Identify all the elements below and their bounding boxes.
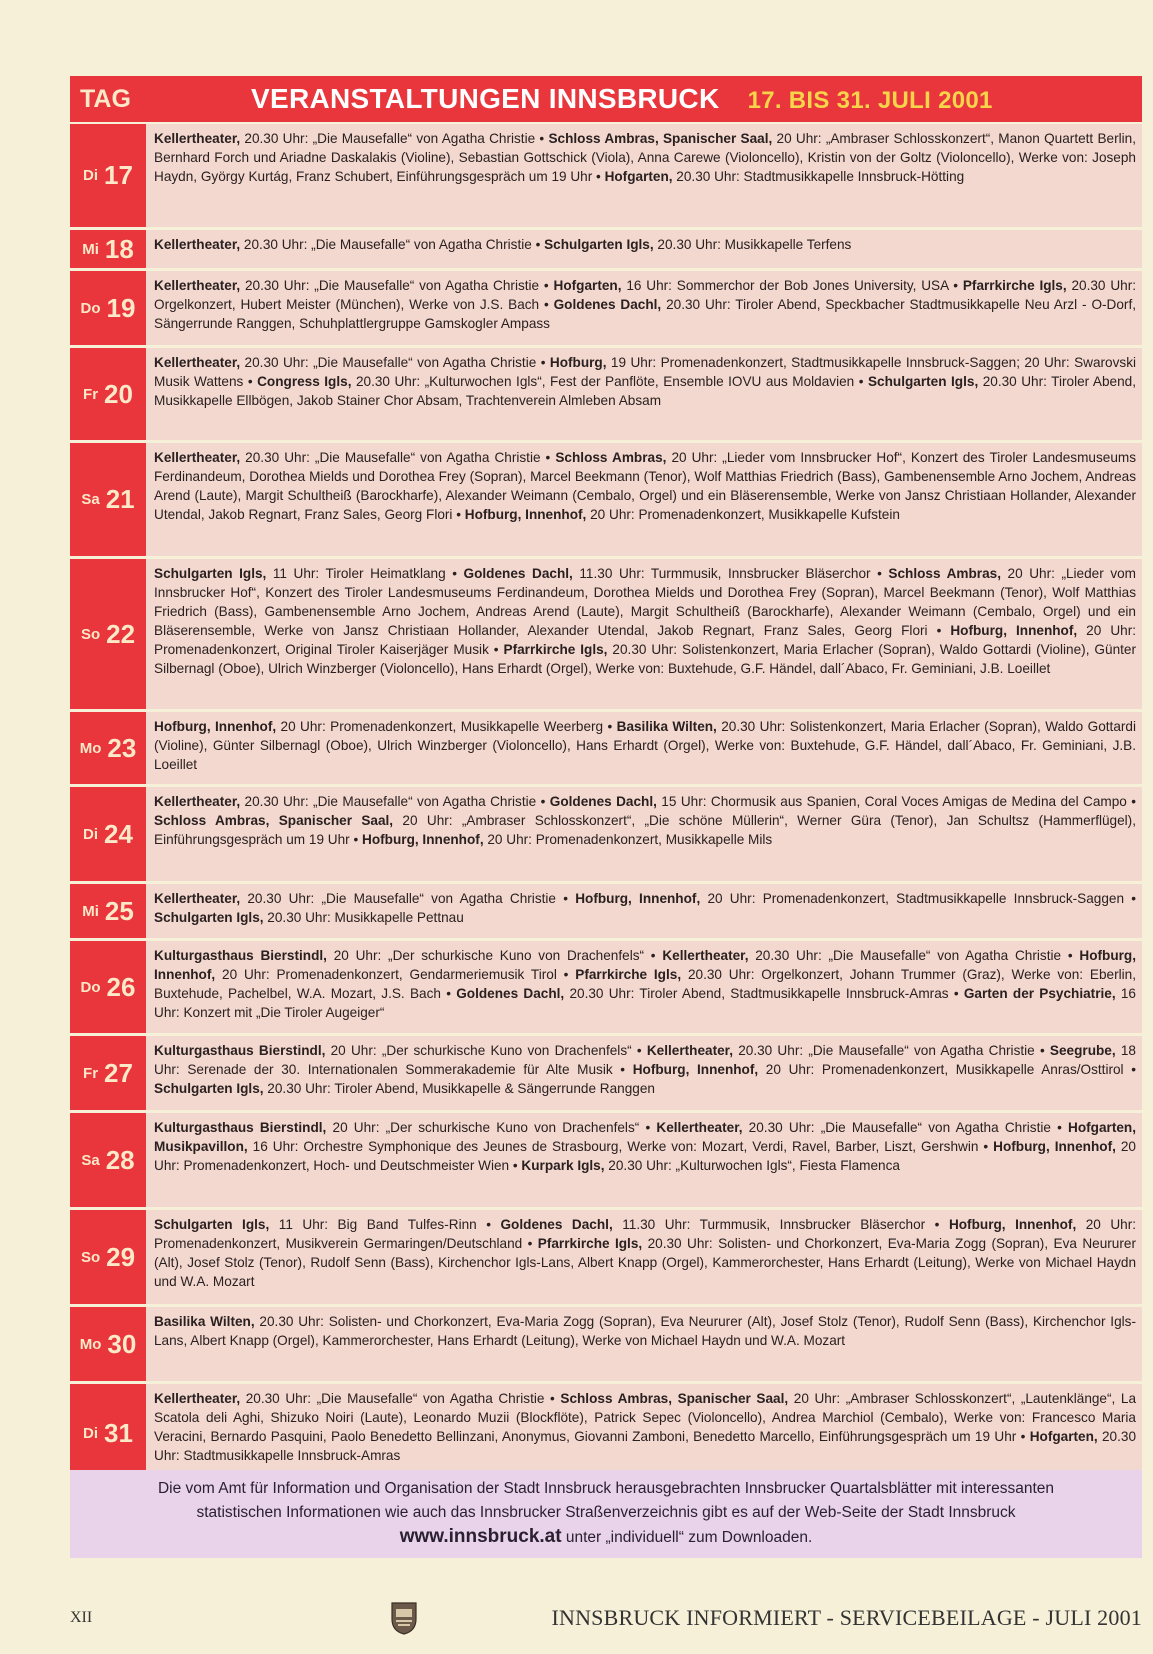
day-number: 22 <box>106 618 136 649</box>
info-line-3 <box>70 1525 1142 1550</box>
title-text: VERANSTALTUNGEN INNSBRUCK <box>251 83 720 114</box>
events-table <box>70 76 1142 1485</box>
city-crest-icon <box>390 1601 418 1635</box>
event-rows <box>70 124 1142 1485</box>
weekday-label: So <box>80 1248 101 1266</box>
day-cell <box>70 230 146 268</box>
weekday-label: Mi <box>82 902 99 920</box>
day-number: 26 <box>106 971 136 1002</box>
day-cell <box>70 559 146 709</box>
weekday-label: Mo <box>79 739 102 757</box>
day-cell <box>70 1210 146 1304</box>
day-number: 29 <box>106 1241 136 1272</box>
day-row <box>70 1210 1142 1307</box>
day-cell <box>70 787 146 881</box>
day-row <box>70 1307 1142 1384</box>
day-row <box>70 787 1142 884</box>
weekday-label: Di <box>83 1424 99 1442</box>
day-cell <box>70 348 146 440</box>
day-cell <box>70 941 146 1033</box>
event-description: Hofburg, Innenhof, 20 Uhr: Promenadenkonzert, Musikkapelle Weerberg • Basilika Wilten, 20.30 Uhr: Solistenkonzert, Maria Erlacher (Sopran), Waldo Gottardi (Violine), Günter Silbernagl (Oboe), Ulrich Winzberger (Violoncello), Hans Erhardt (Orgel), Werke von: Buxtehude, G.F. Händel, dall´Abaco, Fr. Geminiani, J.B. Loeillet <box>146 712 1142 784</box>
day-row <box>70 271 1142 348</box>
event-description: Kellertheater, 20.30 Uhr: „Die Mausefalle“ von Agatha Christie • Hofburg, Innenhof, 20 Uhr: Promenadenkonzert, Stadtmusikkapelle Innsbruck-Saggen • Schulgarten Igls, 20.30 Uhr: Musikkapelle Pettnau <box>146 884 1142 938</box>
day-number: 25 <box>104 895 134 926</box>
event-description: Kellertheater, 20.30 Uhr: „Die Mausefalle“ von Agatha Christie • Schloss Ambras, Spanischer Saal, 20 Uhr: „Ambraser Schlosskonzert“, Manon Quartett Berlin, Bernhard Forch und Ariadne Daskalakis (Violine), Sebastian Gottschick (Viola), Anna Carewe (Violoncello), Kristin von der Goltz (Violoncello), Werke von: Joseph Haydn, György Kurtág, Franz Schubert, Einführungsgespräch um 19 Uhr • Hofgarten, 20.30 Uhr: Stadtmusikkapelle Innsbruck-Hötting <box>146 124 1142 227</box>
day-row <box>70 712 1142 787</box>
weekday-label: So <box>80 625 101 643</box>
weekday-label: Di <box>83 167 99 184</box>
weekday-label: Fr <box>83 1064 99 1082</box>
info-line-2: statistischen Informationen wie auch das Innsbrucker Straßenverzeichnis gibt es auf der Web-Seite der Stadt Innsbruck <box>196 1504 1016 1521</box>
day-number: 20 <box>104 378 133 409</box>
day-cell <box>70 712 146 784</box>
day-row <box>70 559 1142 712</box>
weekday-label: Sa <box>81 491 100 508</box>
website-link[interactable]: www.innsbruck.at <box>399 1526 562 1547</box>
weekday-label: Do <box>80 978 101 996</box>
day-row <box>70 1036 1142 1113</box>
day-cell <box>70 1113 146 1207</box>
weekday-label: Mo <box>79 1335 102 1353</box>
event-description: Kulturgasthaus Bierstindl, 20 Uhr: „Der schurkische Kuno von Drachenfels“ • Kellertheater, 20.30 Uhr: „Die Mausefalle“ von Agatha Christie • Hofburg, Innenhof, 20 Uhr: Promenadenkonzert, Gendarmeriemusik Tirol • Pfarrkirche Igls, 20.30 Uhr: Orgelkonzert, Johann Trummer (Graz), Werke von: Eberlin, Buxtehude, Pachelbel, W.A. Mozart, J.S. Bach • Goldenes Dachl, 20.30 Uhr: Tiroler Abend, Stadtmusikkapelle Innsbruck-Amras • Garten der Psychiatrie, 16 Uhr: Konzert mit „Die Tiroler Augeiger“ <box>146 941 1142 1033</box>
page-number: XII <box>70 1609 93 1626</box>
day-column-header: TAG <box>80 84 131 113</box>
event-description: Kellertheater, 20.30 Uhr: „Die Mausefalle“ von Agatha Christie • Schulgarten Igls, 20.30 Uhr: Musikkapelle Terfens <box>146 230 1142 268</box>
day-cell <box>70 124 146 227</box>
event-description: Kulturgasthaus Bierstindl, 20 Uhr: „Der schurkische Kuno von Drachenfels“ • Kellertheater, 20.30 Uhr: „Die Mausefalle“ von Agatha Christie • Seegrube, 18 Uhr: Serenade der 30. Internationalen Sommerakademie für Alte Musik • Hofburg, Innenhof, 20 Uhr: Promenadenkonzert, Musikkapelle Anras/Osttirol • Schulgarten Igls, 20.30 Uhr: Tiroler Abend, Musikkapelle & Sängerrunde Ranggen <box>146 1036 1142 1110</box>
event-description: Kellertheater, 20.30 Uhr: „Die Mausefalle“ von Agatha Christie • Goldenes Dachl, 15 Uhr: Chormusik aus Spanien, Coral Voces Amigas de Medina del Campo • Schloss Ambras, Spanischer Saal, 20 Uhr: „Ambraser Schlosskonzert“, „Die schöne Müllerin“, Werner Güra (Tenor), Jan Schultsz (Hammerflügel), Einführungsgespräch um 19 Uhr • Hofburg, Innenhof, 20 Uhr: Promenadenkonzert, Musikkapelle Mils <box>146 787 1142 881</box>
day-row <box>70 443 1142 559</box>
day-number: 28 <box>105 1144 135 1175</box>
day-number: 21 <box>105 484 135 514</box>
day-cell <box>70 271 146 345</box>
day-cell <box>70 443 146 556</box>
event-description: Schulgarten Igls, 11 Uhr: Big Band Tulfes-Rinn • Goldenes Dachl, 11.30 Uhr: Turmmusik, Innsbrucker Bläserchor • Hofburg, Innenhof, 20 Uhr: Promenadenkonzert, Musikverein Germaringen/Deutschland • Pfarrkirche Igls, 20.30 Uhr: Solisten- und Chorkonzert, Eva-Maria Zogg (Sopran), Eva Neururer (Alt), Josef Stolz (Tenor), Rudolf Senn (Bass), Kirchenchor Igls-Lans, Albert Knapp (Orgel), Kammerorchester, Hans Erhardt (Leitung), Werke von Michael Haydn und W.A. Mozart <box>146 1210 1142 1304</box>
day-cell <box>70 1307 146 1381</box>
page-title <box>156 83 1142 115</box>
day-number: 23 <box>107 732 137 763</box>
day-row <box>70 348 1142 443</box>
day-row <box>70 941 1142 1036</box>
day-row <box>70 230 1142 271</box>
day-number: 31 <box>104 1417 133 1448</box>
page-footer <box>70 1600 1142 1636</box>
event-description: Kellertheater, 20.30 Uhr: „Die Mausefalle“ von Agatha Christie • Hofburg, 19 Uhr: Promenadenkonzert, Stadtmusikkapelle Innsbruck-Saggen; 20 Uhr: Swarovski Musik Wattens • Congress Igls, 20.30 Uhr: „Kulturwochen Igls“, Fest der Panflöte, Ensemble IOVU aus Moldavien • Schulgarten Igls, 20.30 Uhr: Tiroler Abend, Musikkapelle Ellbögen, Jakob Stainer Chor Absam, Trachtenverein Almleben Absam <box>146 348 1142 440</box>
weekday-label: Di <box>83 825 99 843</box>
info-line-1: Die vom Amt für Information und Organisation der Stadt Innsbruck herausgebrachten Innsbrucker Quartalsblätter mit interessanten <box>157 1480 1054 1497</box>
day-number: 17 <box>104 160 133 190</box>
day-number: 18 <box>104 233 134 264</box>
weekday-label: Do <box>80 299 101 317</box>
day-cell <box>70 1384 146 1482</box>
event-description: Basilika Wilten, 20.30 Uhr: Solisten- und Chorkonzert, Eva-Maria Zogg (Sopran), Eva Neururer (Alt), Josef Stolz (Tenor), Rudolf Senn (Bass), Kirchenchor Igls-Lans, Albert Knapp (Orgel), Kammerorchester, Hans Erhardt (Leitung), Werke von Michael Haydn und W.A. Mozart <box>146 1307 1142 1381</box>
weekday-label: Sa <box>81 1151 100 1169</box>
weekday-label: Mi <box>82 240 99 258</box>
day-number: 30 <box>107 1328 137 1359</box>
day-number: 27 <box>104 1057 133 1088</box>
table-header <box>70 76 1142 124</box>
info-box <box>70 1470 1142 1558</box>
day-row <box>70 1113 1142 1210</box>
event-description: Kellertheater, 20.30 Uhr: „Die Mausefalle“ von Agatha Christie • Schloss Ambras, Spanischer Saal, 20 Uhr: „Ambraser Schlosskonzert“, „Lautenklänge“, La Scatola deli Aghi, Shizuko Noiri (Laute), Leonardo Muzii (Blockflöte), Patrick Sepec (Violoncello), Andrea Marchiol (Cembalo), Werke von: Francesco Maria Veracini, Bernardo Pasquini, Paolo Benedetto Bellinzani, Anonymus, Giovanni Zamboni, Benedetto Marcello, Einführungsgespräch um 19 Uhr • Hofgarten, 20.30 Uhr: Stadtmusikkapelle Innsbruck-Amras <box>146 1384 1142 1482</box>
event-description: Kellertheater, 20.30 Uhr: „Die Mausefalle“ von Agatha Christie • Hofgarten, 16 Uhr: Sommerchor der Bob Jones University, USA • Pfarrkirche Igls, 20.30 Uhr: Orgelkonzert, Hubert Meister (München), Werke von J.S. Bach • Goldenes Dachl, 20.30 Uhr: Tiroler Abend, Speckbacher Stadtmusikkapelle Neu Arzl - O-Dorf, Sängerrunde Ranggen, Schuhplattlergruppe Gamskogler Ampass <box>146 271 1142 345</box>
day-number: 19 <box>106 292 136 323</box>
footer-title: INNSBRUCK INFORMIERT - SERVICEBEILAGE - JULI 2001 <box>551 1605 1142 1630</box>
event-description: Schulgarten Igls, 11 Uhr: Tiroler Heimatklang • Goldenes Dachl, 11.30 Uhr: Turmmusik, Innsbrucker Bläserchor • Schloss Ambras, 20 Uhr: „Lieder vom Innsbrucker Hof“, Konzert des Tiroler Landesmuseums Ferdinandeum, Dorothea Mields und Dorothea Frey (Sopran), Marcel Beekmann (Tenor), Wolf Matthias Friedrich (Bass), Gambenensemble Arno Jochem, Andreas Arend (Laute), Margit Schultheiß (Barockharfe), Alexander Weimann (Cembalo, Orgel) und ein Bläserensemble, Werke von Jansz Christiaan Hollander, Alexander Utendal, Jakob Regnart, Franz Sales, Georg Flori • Hofburg, Innenhof, 20 Uhr: Promenadenkonzert, Original Tiroler Kaiserjäger Musik • Pfarrkirche Igls, 20.30 Uhr: Solistenkonzert, Maria Erlacher (Sopran), Waldo Gottardi (Violine), Günter Silbernagl (Oboe), Ulrich Winzberger (Violoncello), Hans Erhardt (Orgel), Werke von: Buxtehude, G.F. Händel, dall´Abaco, Fr. Geminiani, J.B. Loeillet <box>146 559 1142 709</box>
event-description: Kellertheater, 20.30 Uhr: „Die Mausefalle“ von Agatha Christie • Schloss Ambras, 20 Uhr: „Lieder vom Innsbrucker Hof“, Konzert des Tiroler Landesmuseums Ferdinandeum, Dorothea Mields und Dorothea Frey (Sopran), Marcel Beekmann (Tenor), Wolf Matthias Friedrich (Bass), Gambenensemble Arno Jochem, Andreas Arend (Laute), Margit Schultheiß (Barockharfe), Alexander Weimann (Cembalo, Orgel) und ein Bläserensemble, Werke von Jansz Christiaan Hollander, Alexander Utendal, Jakob Regnart, Franz Sales, Georg Flori • Hofburg, Innenhof, 20 Uhr: Promenadenkonzert, Musikkapelle Kufstein <box>146 443 1142 556</box>
weekday-label: Fr <box>83 385 99 403</box>
day-row <box>70 884 1142 941</box>
day-cell <box>70 1036 146 1110</box>
day-cell <box>70 884 146 938</box>
event-description: Kulturgasthaus Bierstindl, 20 Uhr: „Der schurkische Kuno von Drachenfels“ • Kellertheater, 20.30 Uhr: „Die Mausefalle“ von Agatha Christie • Hofgarten, Musikpavillon, 16 Uhr: Orchestre Symphonique des Jeunes de Strasbourg, Werke von: Mozart, Verdi, Ravel, Barber, Liszt, Gershwin • Hofburg, Innenhof, 20 Uhr: Promenadenkonzert, Hoch- und Deutschmeister Wien • Kurpark Igls, 20.30 Uhr: „Kulturwochen Igls“, Fiesta Flamenca <box>146 1113 1142 1207</box>
day-row <box>70 124 1142 230</box>
day-number: 24 <box>104 818 133 849</box>
date-range: 17. BIS 31. JULI 2001 <box>747 87 993 114</box>
info-line-3-text: unter „individuell“ zum Downloaden. <box>561 1529 813 1546</box>
